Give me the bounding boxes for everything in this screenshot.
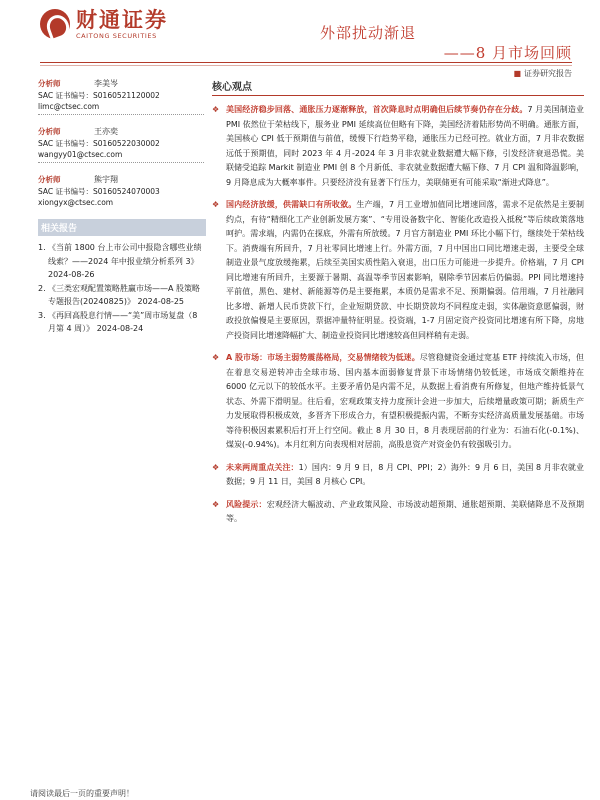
key-point-text — [226, 461, 584, 490]
related-report-text: 《当前 1800 台上市公司中报隐含哪些业绩线索？——2024 年中报业绩分析系列 3》 2024-08-26 — [48, 243, 202, 279]
main-content — [212, 78, 584, 535]
key-point-text — [226, 103, 584, 190]
logo-text-en: CAITONG SECURITIES — [76, 32, 157, 40]
logo-text-cn: 财通证券 — [76, 7, 168, 32]
key-point-lead: 美国经济稳步回落、通胀压力逐渐释放，首次降息时点明确但后续节奏仍存在分歧。 — [226, 105, 528, 114]
analyst-label: 分析师 — [38, 127, 61, 136]
related-reports-list — [38, 241, 204, 336]
divider — [38, 162, 204, 163]
key-point — [212, 198, 584, 343]
report-type-label: ■ 证券研究报告 — [513, 68, 572, 79]
analyst-card — [38, 174, 204, 208]
key-point-body: 生产端，7 月工业增加值同比增速回落，需求不足依然是主要制约点，有待“精细化工产业创新发展方案”、“专用设备数字化、智能化改造投入抵税”等后续政策落地呵护。需求端，内需仍在探底，外需有所放缓。7 月官方制造业 PMI 环比小幅下行，继续处于荣枯线下。消费端有所回升，7 月社零同比增速上行。外需方面，7 月中国出口同比增速走弱，主要受全球制造业景气度放缓拖累，后续至美国实质性陷入衰退，出口压力可能进一步提升。价格端，7 月 CPI 同比增速有所回升，主要源于暑期、高温等季节因素影响，剔除季节因素后仍偏弱。PPI 同比增速持平前值，黑色、建材、新能源等仍是主要拖累，本质仍是需求不足、预期偏弱。信用端，7 月社融同比多增、新增人民币贷款下行，企业短期贷款、中长期贷款均不同程度走弱，实体融资意愿偏弱，财政投放偏慢是主要原因，票据冲量特征明显。投资端，1-7 月固定资产投资同比增速有所下降，房地产投资同比增速降幅扩大、制造业投资同比增速较高但同样稍有走弱。 — [226, 200, 584, 340]
key-point — [212, 498, 584, 527]
analyst-name: 王亦奕 — [94, 127, 118, 136]
analyst-label: 分析师 — [38, 175, 61, 184]
report-subtitle: ——8 月市场回顾 — [443, 44, 572, 62]
analyst-sac: SAC 证书编号：S0160521120002 — [38, 91, 160, 100]
related-report-text: 《再回高股息行情——“美”周市场复盘（8 月第 4 周）》 2024-08-24 — [48, 310, 198, 333]
key-point-body: 尽管稳健资金通过宽基 ETF 持续流入市场，但在着息交易逆转冲击全球市场、国内基本面弱修复背景下市场情绪仍较低迷，市场成交额维持在 6000 亿元以下的较低水平。主要矛盾仍是内需不足，从数据上看消费有所修复，但地产维持低景气状态、外需下滑明显。往后看，宏观政策支持力度预计会进一步加大，后续增量政策可期；新质生产力发展取得积极成效，多晋齐下形成合力，有望积极提振内需，不断夯实经济高质量发展基础。市场等待积极因素累积后打开上行空间。截止 8 月 30 日，8 月表现居前的行业为：石油石化(-0.1%)、煤炭(-0.94%)。本月红利方向表现相对居前，高股息资产对资金仍有较强吸引力。 — [226, 353, 584, 449]
related-report-link[interactable] — [38, 309, 204, 336]
header-divider-secondary — [40, 65, 572, 66]
key-point — [212, 103, 584, 190]
analyst-name: 熊宇翔 — [94, 175, 118, 184]
related-report-text: 《三类宏观配置策略胜赢市场——A 股策略专题报告(20240825)》 2024-08-25 — [48, 283, 201, 306]
divider — [38, 114, 204, 115]
list-number: 1. — [38, 243, 46, 252]
diamond-bullet-icon: ❖ — [212, 105, 220, 114]
key-point-lead: 未来两周重点关注： — [226, 462, 299, 472]
key-point — [212, 351, 584, 453]
list-number: 2. — [38, 283, 46, 293]
list-number: 3. — [38, 310, 46, 320]
analyst-card — [38, 126, 204, 163]
related-report-link[interactable] — [38, 282, 204, 309]
analyst-email[interactable]: xiongyx@ctsec.com — [38, 198, 114, 207]
diamond-bullet-icon: ❖ — [212, 499, 220, 509]
key-point-body: 1）国内：9 月 9 日，8 月 CPI、PPI；2）海外：9 月 6 日，美国 8 月非农就业数据；9 月 11 日，美国 8 月核心 CPI。 — [226, 462, 584, 486]
analyst-sac: SAC 证书编号：S0160524070003 — [38, 187, 160, 196]
footer-disclaimer: 请阅读最后一页的重要声明！ — [30, 789, 134, 798]
diamond-bullet-icon: ❖ — [212, 462, 220, 472]
header-divider — [40, 62, 572, 63]
related-report-link[interactable] — [38, 241, 204, 282]
analyst-email[interactable]: wangyy01@ctsec.com — [38, 150, 123, 159]
key-point-text — [226, 351, 584, 453]
company-logo — [40, 8, 168, 40]
analyst-sac: SAC 证书编号：S0160522030002 — [38, 139, 160, 148]
logo-icon — [40, 9, 70, 39]
report-title: 外部扰动渐退 — [320, 24, 417, 42]
diamond-bullet-icon: ❖ — [212, 200, 220, 209]
key-point-body: 宏观经济大幅波动、产业政策风险、市场波动超预期、通胀超预期、美联储降息不及预期等。 — [226, 499, 585, 523]
key-point-lead: 国内经济放缓，供需缺口有所收敛。 — [226, 200, 357, 209]
key-point-text — [226, 198, 584, 343]
section-heading: 核心观点 — [212, 78, 584, 96]
analyst-email[interactable]: limc@ctsec.com — [38, 102, 100, 111]
related-reports-heading: 相关报告 — [38, 219, 206, 236]
analyst-card — [38, 78, 204, 115]
analyst-label: 分析师 — [38, 79, 61, 88]
sidebar — [38, 78, 204, 336]
key-point-text — [226, 498, 584, 527]
key-point-body: 7 月美国制造业 PMI 依然位于荣枯线下，服务业 PMI 延续高位但略有下降，美国经济着陆形势尚不明确。通胀方面，美国核心 CPI 低于预期值与前值，缓慢下行趋势平稳，通胀压力已经可控。就业方面，7 月非农数据远低于预期值，同时 2023 年 4 月-2024 年 3 月非农就业数据遭大幅下修，引发经济衰退恐慌。美联储受追踪 Markit 制造业 PMI 创 8 个月新低、非农就业数据遭大幅下修、7 月 CPI 温和降温影响，9 月降息成为大概率事件。只要经济没有显著下行压力，美联储更有可能采取“渐进式降息”。 — [226, 105, 584, 187]
key-point-lead: 风险提示： — [226, 499, 267, 509]
analyst-name: 李美岑 — [94, 79, 118, 88]
key-point — [212, 461, 584, 490]
key-point-lead: A 股市场：市场主弱势震荡格局，交易情绪较为低迷。 — [226, 353, 420, 362]
diamond-bullet-icon: ❖ — [212, 353, 220, 362]
